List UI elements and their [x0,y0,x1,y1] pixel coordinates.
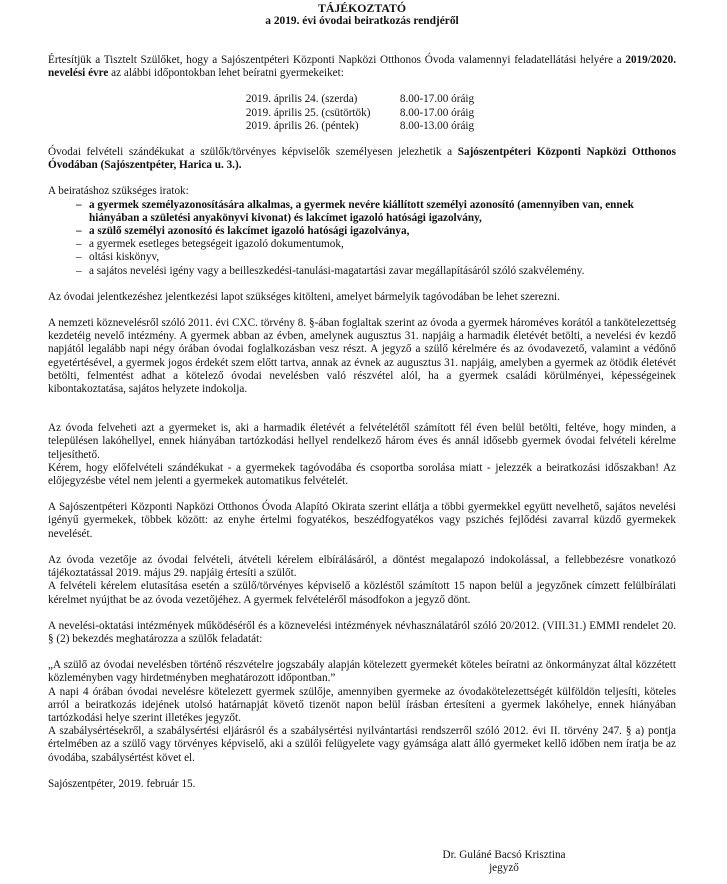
founding-document-paragraph: A Sajószentpéteri Központi Napközi Otthonos Óvoda Alapító Okirata szerint ellátja a többi gyermekkel együtt nevelhető, sajátos nevelési igényű gyermekek, többek között: az enyhe értelmi fogyatékos, beszédfogyatékos vagy pszichés fejlődési zavarral küzdő gyermekek nevelését. [48,501,676,540]
requirement-item [76,238,676,251]
dash-marker: – [76,198,82,211]
intro-paragraph [48,54,676,80]
intent-text: Óvodai felvételi szándékukat a szülők/törvényes képviselők személyesen jelezhetik a [48,146,458,159]
quote-paragraph: „A szülő az óvodai nevelésben történő részvételre jogszabály alapján kötelezett gyermekét köteles beíratni az önkormányzat által közzétett közleményben vagy hirdetményben meghatározott időpontban.” [48,659,676,685]
law-paragraph: A nemzeti köznevelésről szóló 2011. évi CXC. törvény 8. §-ában foglaltak szerint az óvoda a gyermek hároméves korától a tankötelezettség kezdetéig nevelő intézmény. A gyermek abban az évben, amelynek augusztus 31. napjáig a harmadik életévét betölti, a nevelési év kezdő napjától legalább napi négy órában óvodai foglalkozásban vesz részt. A jegyző a szülő kérelmére és az óvodavezető, valamint a védőnő egyetértésével, a gyermek jogos érdekét szem előtt tartva, annak az évnek az augusztus 31. napjáig, amelyben a gyermek az ötödik életévét betölti, felmentést adhat a kötelező óvodai nevelésben való részvétel alól, ha a gyermek családi körülményei, képességeinek kibontakoztatása, sajátos helyzete indokolja. [48,317,676,396]
signature-block [414,849,594,875]
document-title: TÁJÉKOZTATÓ [317,1,407,15]
date-day: 2019. április 24. (szerda) [245,93,358,106]
date-hours: 8.00-17.00 óráig [399,93,475,106]
date-day: 2019. április 26. (péntek) [245,119,359,132]
date-row [246,120,474,133]
dash-marker: – [76,238,82,251]
requirement-text: a gyermek esetleges betegségeit igazoló dokumentumok, [89,238,344,251]
form-note-paragraph: Az óvodai jelentkezéshez jelentkezési lapot szükséges kitölteni, amelyet bármelyik tagóvodában be lehet szerezni. [48,290,560,303]
requirement-text: a szülő személyi azonosító és lakcímet igazoló hatósági igazolványa, [89,225,410,238]
intro-text-1: Értesítjük a Tisztelt Szülőket, hogy a Sajószentpéteri Központi Napközi Otthonos Óvoda valamennyi feladatellátási helyére a [48,54,626,66]
intro-bold-year: 2019/2020. nevelési évre [48,54,676,80]
requirements-list [48,199,676,278]
requirement-text: oltási kiskönyv, [89,251,160,264]
dash-marker: – [76,225,82,238]
requirement-item [76,251,676,264]
requirement-item [76,199,676,225]
requirement-text: a gyermek személyazonosítására alkalmas, a gyermek nevére kiállított személyi azonosító (amennyiben van, ennek hiányában a születési anyakönyvi kivonat) és lakcímet igazoló hatósági igazolvány, [89,198,634,224]
requirement-text: a sajátos nevelési igény vagy a beilleszkedési-tanulási-magatartási zavar megállapításáról szóló szakvélemény. [89,264,585,277]
intent-paragraph [48,146,676,172]
emmi-decree-paragraph: A nevelési-oktatási intézmények működéséről és a köznevelési intézmények névhasználatáról szóló 20/2012. (VIII.31.) EMMI rendelet 20. § (2) bekezdés meghatározza a szülők feladatát: [48,619,676,645]
document-subtitle: a 2019. évi óvodai beiratkozás rendjéről [265,15,459,27]
date-hours: 8.00-17.00 óráig [399,106,475,119]
requirements-heading: A beiratáshoz szükséges iratok: [48,185,189,198]
document-page [48,2,676,791]
date-row [246,93,474,106]
place-and-date: Sajószentpéter, 2019. február 15. [48,777,196,790]
dash-marker: – [76,264,82,277]
decision-paragraph: Az óvoda vezetője az óvodai felvételi, átvételi kérelem elbírálásáról, a döntést megalapozó indokolással, a fellebbezésre vonatkozó tájékoztatással 2019. május 29. napjáig értesíti a szülőt. [48,553,676,580]
offence-paragraph: A szabálysértésekről, a szabálysértési eljárásról és a szabálysértési nyilvántartási rendszerről szóló 2012. évi II. törvény 247. § a) pontja értelmében az a szülő vagy törvényes képviselő, aki a szülői felügyelete vagy gyámsága alatt álló gyermeket kellő időben nem íratja be az óvodába, szabálysértést követ el. [48,725,676,764]
intent-location: Sajószentpéteri Központi Napközi Otthonos Óvodában (Sajószentpéter, Harica u. 3.). [48,146,677,172]
request-paragraph: Kérem, hogy előfelvételi szándékukat - a gyermekek tagóvodába és csoportba sorolása miatt - jelezzék a beiratkozási időszakban! Az előjegyzésbe vétel nem jelenti a gyermekek automatikus felvételét. [48,461,676,488]
requirement-item [76,225,676,238]
enrollment-dates-table [246,93,474,133]
young-child-paragraph: Az óvoda felveheti azt a gyermeket is, aki a harmadik életévét a felvételétől számított fél éven belül betölti, feltéve, hogy minden, a településen lakóhellyel, ennek hiányában tartózkodási hellyel rendelkező három éves és annál idősebb gyermek óvodai felvételi kérelme teljesíthető. [48,422,676,461]
signatory-name: Dr. Guláné Bacsó Krisztina [442,849,566,861]
dash-marker: – [76,251,82,264]
date-day: 2019. április 25. (csütörtök) [245,106,371,119]
signatory-role: jegyző [489,862,519,874]
requirement-item [76,265,676,278]
appeal-paragraph: A felvételi kérelem elutasítása esetén a szülő/törvényes képviselő a közléstől számított 15 napon belül a jegyzőnek címzett felülbírálati kérelmet nyújthat be az óvoda vezetőjéhez. A gyermek felvételéről másodfokon a jegyző dönt. [48,580,676,606]
date-row [246,107,474,120]
intro-text-2: az alábbi időpontokban lehet beíratni gyermekeiket: [108,67,344,80]
abroad-paragraph: A napi 4 órában óvodai nevelésre kötelezett gyermek szülője, amennyiben gyermeke az óvodakötelezettségét külföldön teljesíti, köteles arról a beiratkozás idejének utolsó határnapját követő tizenöt napon belül írásban értesíteni a gyermek lakóhelye, ennek hiányában tartózkodási helye szerint illetékes jegyzőt. [48,685,676,724]
date-hours: 8.00-13.00 óráig [399,119,475,132]
